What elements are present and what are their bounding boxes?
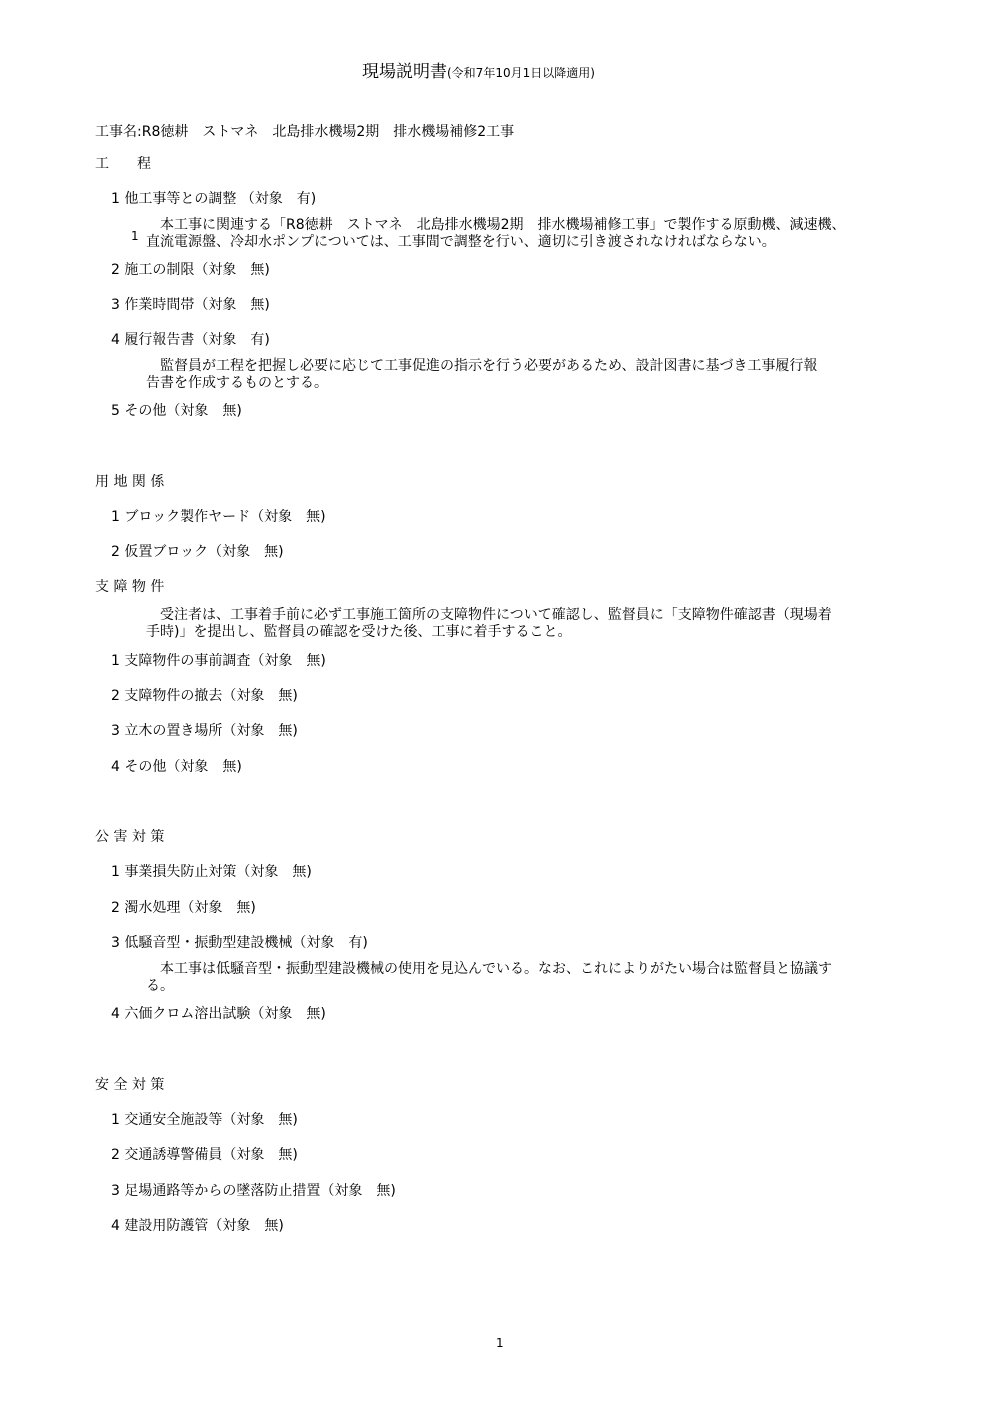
section-heading-kougai: 公 害 対 策 (95, 829, 165, 845)
koutei-item-2: 2 施工の制限（対象 無) (111, 262, 270, 278)
kougai-item-2: 2 濁水処理（対象 無) (111, 900, 256, 916)
work-name: 工事名:R8徳耕 ストマネ 北島排水機場2期 排水機場補修2工事 (95, 124, 515, 140)
page-number: 1 (496, 1336, 504, 1350)
title-sub: (令和7年10月1日以降適用) (447, 66, 595, 80)
koutei-item-5: 5 その他（対象 無) (111, 403, 242, 419)
shishou-item-3: 3 立木の置き場所（対象 無) (111, 723, 298, 739)
shishou-intro-line-2: 手時)」を提出し、監督員の確認を受けた後、工事に着手すること。 (146, 624, 572, 640)
shishou-item-4: 4 その他（対象 無) (111, 759, 242, 775)
title-main: 現場説明書 (362, 62, 447, 82)
shishou-item-2: 2 支障物件の撤去（対象 無) (111, 688, 298, 704)
anzen-item-2: 2 交通誘導警備員（対象 無) (111, 1147, 298, 1163)
koutei-item-4-text-line-1: 監督員が工程を把握し必要に応じて工事促進の指示を行う必要があるため、設計図書に基づき工事履行報 (160, 358, 818, 374)
section-heading-koutei: 工 程 (95, 156, 151, 172)
kougai-item-4: 4 六価クロム溶出試験（対象 無) (111, 1006, 326, 1022)
koutei-item-1-text-line-2: 直流電源盤、冷却水ポンプについては、工事間で調整を行い、適切に引き渡されなければならない。 (146, 234, 776, 250)
shishou-intro-line-1: 受注者は、工事着手前に必ず工事施工箇所の支障物件について確認し、監督員に「支障物件確認書（現場着 (160, 607, 832, 623)
koutei-item-1: 1 他工事等との調整 （対象 有) (111, 191, 317, 207)
youchi-item-2: 2 仮置ブロック（対象 無) (111, 544, 284, 560)
koutei-item-4: 4 履行報告書（対象 有) (111, 332, 270, 348)
koutei-item-3: 3 作業時間帯（対象 無) (111, 297, 270, 313)
kougai-item-3-text-line-2: る。 (146, 978, 174, 994)
koutei-item-1-text-line-1: 本工事に関連する「R8徳耕 ストマネ 北島排水機場2期 排水機場補修工事」で製作する原動機、減速機、 (160, 217, 846, 233)
section-heading-anzen: 安 全 対 策 (95, 1077, 165, 1093)
anzen-item-1: 1 交通安全施設等（対象 無) (111, 1112, 298, 1128)
document-title (362, 64, 595, 82)
koutei-item-1-sub-number: 1 (131, 229, 139, 243)
section-heading-youchi: 用 地 関 係 (95, 474, 165, 490)
kougai-item-3: 3 低騒音型・振動型建設機械（対象 有) (111, 935, 368, 951)
koutei-item-4-text-line-2: 告書を作成するものとする。 (146, 375, 328, 391)
anzen-item-4: 4 建設用防護管（対象 無) (111, 1218, 284, 1234)
section-heading-shishou: 支 障 物 件 (95, 579, 165, 595)
kougai-item-3-text-line-1: 本工事は低騒音型・振動型建設機械の使用を見込んでいる。なお、これによりがたい場合は監督員と協議す (160, 961, 832, 977)
anzen-item-3: 3 足場通路等からの墜落防止措置（対象 無) (111, 1183, 396, 1199)
shishou-item-1: 1 支障物件の事前調査（対象 無) (111, 653, 326, 669)
kougai-item-1: 1 事業損失防止対策（対象 無) (111, 864, 312, 880)
youchi-item-1: 1 ブロック製作ヤード（対象 無) (111, 509, 326, 525)
